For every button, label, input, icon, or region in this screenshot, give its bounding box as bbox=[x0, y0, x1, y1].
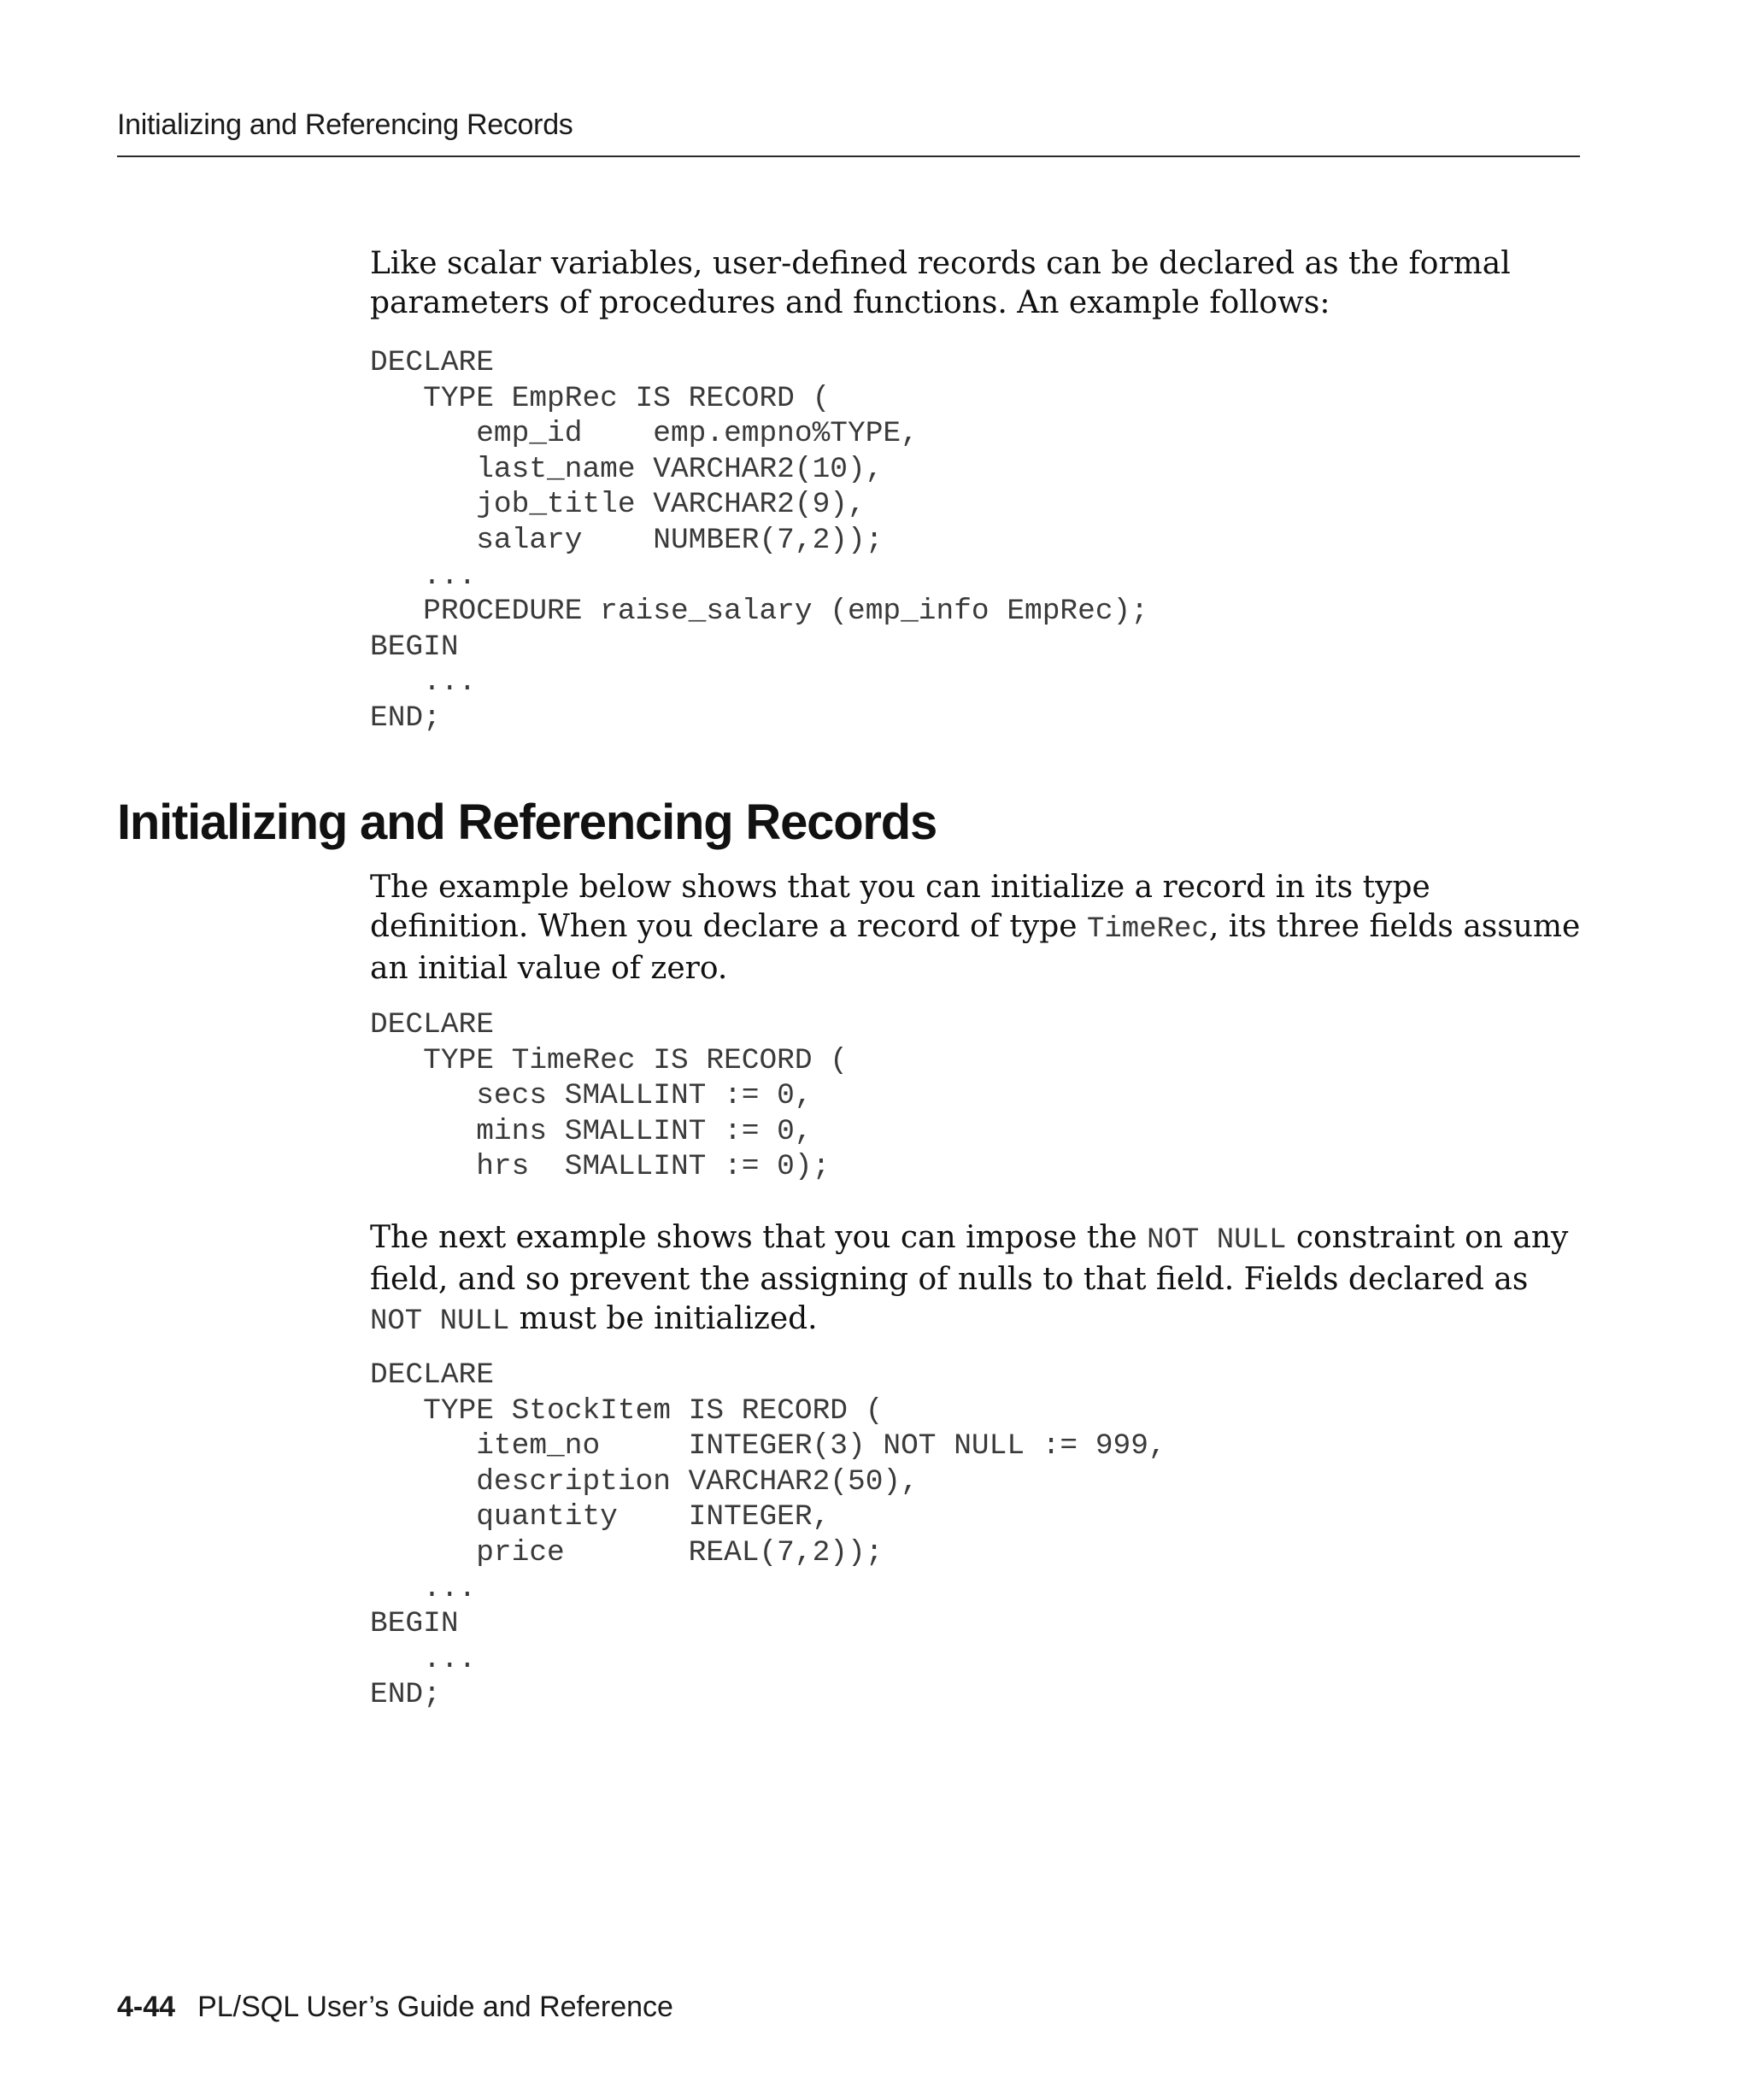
timerec-paragraph bbox=[370, 868, 1583, 988]
inline-code-not-null: NOT NULL bbox=[1147, 1224, 1287, 1257]
running-header: Initializing and Referencing Records bbox=[117, 109, 573, 141]
text-segment: The example below shows that you can initialize a record in its type definition. When you declare a record of type bbox=[370, 870, 1430, 944]
code-block-stockitem: DECLARE TYPE StockItem IS RECORD ( item_no INTEGER(3) NOT NULL := 999, description VARCHAR2(50), quantity INTEGER, price REAL(7,2)); ... BEGIN ... END; bbox=[370, 1358, 1166, 1712]
inline-code-timerec: TimeRec bbox=[1087, 913, 1209, 946]
text-segment: must be initialized. bbox=[509, 1301, 818, 1336]
page-footer bbox=[117, 1989, 673, 2025]
section-heading: Initializing and Referencing Records bbox=[117, 795, 937, 850]
notnull-paragraph bbox=[370, 1218, 1583, 1341]
inline-code-not-null: NOT NULL bbox=[370, 1305, 510, 1338]
code-block-timerec: DECLARE TYPE TimeRec IS RECORD ( secs SMALLINT := 0, mins SMALLINT := 0, hrs SMALLINT := 0); bbox=[370, 1008, 848, 1184]
text-segment: The next example shows that you can impose the bbox=[370, 1220, 1148, 1255]
text-segment: , its three fields assume an initial value of zero. bbox=[370, 909, 1581, 986]
page-number: 4-44 bbox=[117, 1991, 176, 2023]
book-title: PL/SQL User’s Guide and Reference bbox=[197, 1991, 673, 2023]
intro-paragraph: Like scalar variables, user-defined records can be declared as the formal parameters of procedures and functions. An example follows: bbox=[370, 246, 1511, 320]
text-segment: constraint on any field, and so prevent the assigning of nulls to that field. Fields declared as bbox=[370, 1220, 1569, 1297]
header-rule bbox=[117, 155, 1580, 157]
code-block-emprec: DECLARE TYPE EmpRec IS RECORD ( emp_id emp.empno%TYPE, last_name VARCHAR2(10), job_title VARCHAR2(9), salary NUMBER(7,2)); ... PROCEDURE raise_salary (emp_info EmpRec); BEGIN ... END; bbox=[370, 346, 1148, 735]
